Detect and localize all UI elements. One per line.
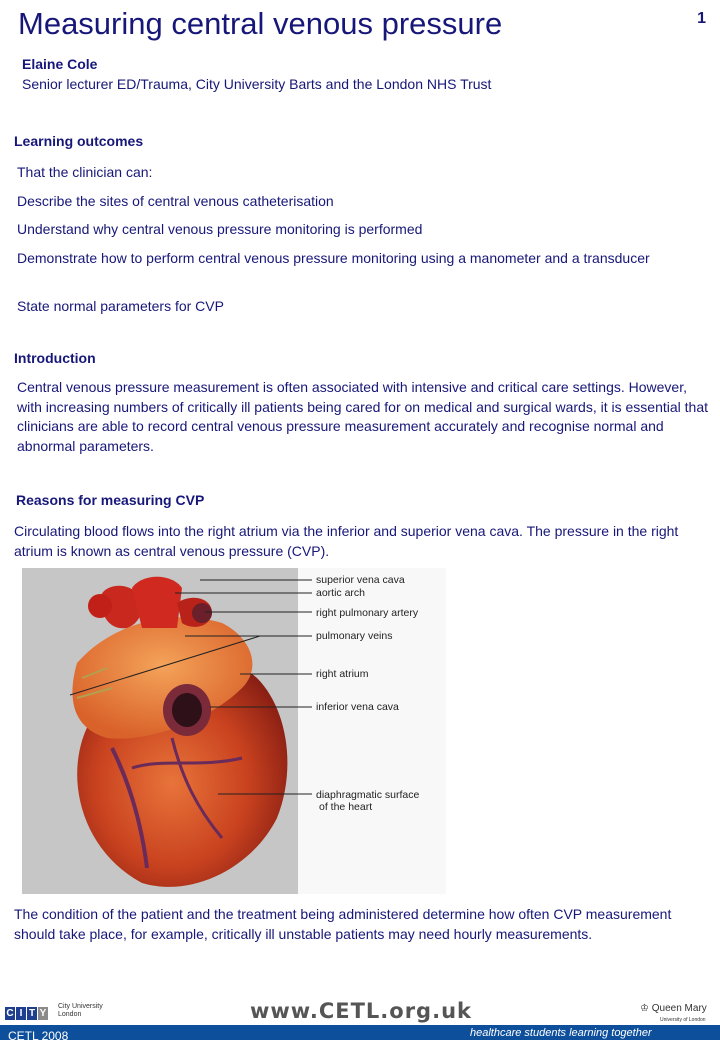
list-item: Understand why central venous pressure monitoring is performed [17, 221, 423, 237]
figure-label: superior vena cava [316, 574, 405, 586]
city-logo-letter: T [28, 1008, 36, 1019]
reasons-text: Circulating blood flows into the right atrium via the inferior and superior vena cava. The pressure in the right atrium is known as central venous pressure (CVP). [14, 523, 679, 559]
figure-label: aortic arch [316, 587, 366, 599]
city-line1: City University [58, 1003, 103, 1010]
learning-outcomes-heading: Learning outcomes [14, 133, 144, 149]
figure-leader-lines [0, 560, 320, 860]
introduction-heading: Introduction [14, 350, 96, 366]
list-item: Describe the sites of central venous catheterisation [17, 193, 334, 209]
city-logo-letter: I [16, 1007, 26, 1020]
footer-tagline: healthcare students learning together [470, 1027, 652, 1039]
figure-label: of the heart [319, 801, 373, 813]
closing-text: The condition of the patient and the treatment being administered determine how often CVP measurement should take place, for example, critically ill unstable patients may need hourly measurements. [14, 906, 672, 942]
city-logo-letter: C [6, 1008, 14, 1019]
figure-label: pulmonary veins [316, 630, 393, 642]
crown-icon: ♔ [640, 1003, 649, 1014]
city-university-logo [5, 1003, 49, 1021]
figure-label: inferior vena cava [316, 701, 399, 713]
figure-label: right atrium [316, 668, 369, 680]
author-name: Elaine Cole [22, 56, 98, 72]
queen-mary-sub: University of London [660, 1017, 706, 1023]
city-logo-letter: Y [39, 1008, 47, 1019]
page-number: 1 [697, 10, 706, 27]
page-title: Measuring central venous pressure [18, 6, 503, 41]
figure-label: right pulmonary artery [316, 607, 419, 619]
city-line2: London [58, 1011, 82, 1018]
list-item: State normal parameters for CVP [17, 298, 224, 314]
list-item: That the clinician can: [17, 164, 153, 180]
figure-label: diaphragmatic surface [316, 789, 420, 801]
author-affiliation: Senior lecturer ED/Trauma, City University Barts and the London NHS Trust [22, 76, 492, 92]
queen-mary-logo [640, 1003, 707, 1014]
reasons-heading: Reasons for measuring CVP [16, 492, 205, 508]
introduction-text: Central venous pressure measurement is often associated with intensive and critical care settings. However, with increasing numbers of critically ill patients being cared for on medical and surgical wards, it is essential that clinicians are able to record central venous pressure measurement accurately and recognise normal and abnormal parameters. [17, 379, 708, 454]
queen-mary-name: Queen Mary [651, 1003, 707, 1014]
footer-copyright: CETL 2008 [8, 1029, 69, 1043]
city-university-text [58, 1003, 103, 1019]
list-item: Demonstrate how to perform central venous pressure monitoring using a manometer and a transducer [17, 250, 650, 266]
cetl-url: www.CETL.org.uk [250, 999, 472, 1023]
